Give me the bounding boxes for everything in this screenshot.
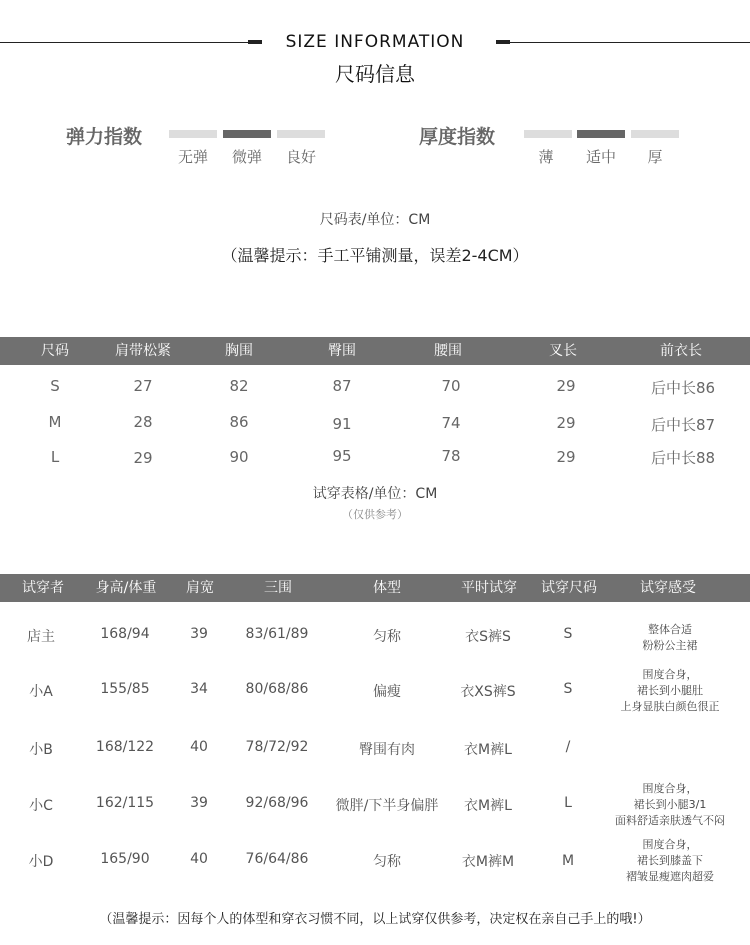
elasticity-level-0: 无弹 xyxy=(177,148,208,166)
table-cell: 80/68/86 xyxy=(245,681,309,697)
table-cell: 87 xyxy=(332,377,352,395)
table-cell: 微胖/下半身偏胖 xyxy=(335,798,439,814)
size-col-strap: 肩带松紧 xyxy=(115,343,171,359)
tryon-col-measurements: 三围 xyxy=(264,580,292,596)
table-cell: 匀称 xyxy=(373,629,401,645)
tryon-col-body-type: 体型 xyxy=(373,580,401,596)
table-cell: 29 xyxy=(556,377,576,395)
size-col-waist: 腰围 xyxy=(434,343,462,359)
feeling-line: 围度合身， xyxy=(642,782,698,795)
thickness-label: 厚度指数 xyxy=(419,126,496,148)
feeling-line: 整体合适 xyxy=(648,623,692,636)
table-cell: 29 xyxy=(556,448,576,466)
tryon-title: 试穿表格/单位：CM xyxy=(312,486,438,502)
table-cell: 34 xyxy=(190,681,208,697)
size-tip: （温馨提示：手工平铺测量，误差2-4CM） xyxy=(221,246,529,265)
table-cell: 162/115 xyxy=(95,795,155,811)
table-cell: 155/85 xyxy=(100,681,150,697)
table-cell: L xyxy=(50,448,60,466)
table-cell: 臀围有肉 xyxy=(359,742,415,758)
thickness-level-1: 适中 xyxy=(585,148,616,166)
feeling-line: 面料舒适亲肤透气不闷 xyxy=(615,814,725,827)
table-cell: L xyxy=(564,795,572,811)
table-cell: 95 xyxy=(332,447,352,465)
feeling-line: 围度合身， xyxy=(642,838,698,851)
size-unit-note: 尺码表/单位：CM xyxy=(319,212,431,228)
feeling-line: 上身显肤白颜色很正 xyxy=(620,700,720,713)
table-cell: 40 xyxy=(190,739,208,755)
size-col-fork: 叉长 xyxy=(549,343,577,359)
feeling-line: 围度合身， xyxy=(642,668,698,681)
table-cell: 165/90 xyxy=(100,851,150,867)
tryon-feeling xyxy=(643,622,698,654)
table-cell: 小D xyxy=(28,854,54,870)
tryon-col-who: 试穿者 xyxy=(22,580,64,596)
thickness-bar-0 xyxy=(524,130,572,138)
page-subtitle: 尺码信息 xyxy=(335,62,415,86)
table-cell: S xyxy=(563,681,573,697)
size-col-front-length: 前衣长 xyxy=(660,343,702,359)
elasticity-label: 弹力指数 xyxy=(66,126,143,148)
tryon-col-height-weight: 身高/体重 xyxy=(95,580,157,596)
size-col-bust: 胸围 xyxy=(225,343,253,359)
table-cell: 78/72/92 xyxy=(245,739,309,755)
table-cell: S xyxy=(563,626,573,642)
table-cell: 后中长87 xyxy=(650,416,716,434)
table-cell: 小A xyxy=(29,684,53,700)
table-cell: M xyxy=(48,413,62,431)
table-cell: 70 xyxy=(441,377,461,395)
table-cell: 91 xyxy=(332,415,352,433)
table-cell: 小C xyxy=(29,798,53,814)
table-cell: 168/94 xyxy=(100,626,150,642)
table-cell: 92/68/96 xyxy=(245,795,309,811)
table-cell: 后中长86 xyxy=(650,379,716,397)
table-cell: 83/61/89 xyxy=(245,626,309,642)
table-cell: 90 xyxy=(229,448,249,466)
table-cell: 后中长88 xyxy=(650,449,716,467)
table-cell: 衣XS裤S xyxy=(460,684,516,700)
table-cell: 29 xyxy=(133,449,153,467)
tryon-col-usual-size: 平时试穿 xyxy=(461,580,517,596)
table-cell: 店主 xyxy=(27,629,55,645)
table-cell: 衣S裤S xyxy=(465,629,511,645)
table-cell: 86 xyxy=(229,413,249,431)
size-col-hip: 臀围 xyxy=(328,343,356,359)
table-cell: 168/122 xyxy=(95,739,155,755)
elasticity-level-1: 微弹 xyxy=(231,148,262,166)
table-cell: 39 xyxy=(190,626,208,642)
table-cell: / xyxy=(565,739,571,755)
thickness-level-0: 薄 xyxy=(538,148,554,166)
table-cell: 衣M裤M xyxy=(461,854,515,870)
table-cell: 小B xyxy=(29,742,53,758)
size-table-header xyxy=(0,337,750,365)
table-cell: 76/64/86 xyxy=(245,851,309,867)
table-cell: 衣M裤L xyxy=(464,742,512,758)
elasticity-bar-0 xyxy=(169,130,217,138)
elasticity-bar-1 xyxy=(223,130,271,138)
feeling-line: 裙长到膝盖下 xyxy=(637,854,703,867)
table-cell: 82 xyxy=(229,377,249,395)
page-title: SIZE INFORMATION xyxy=(285,32,465,52)
table-cell: 衣M裤L xyxy=(464,798,512,814)
elasticity-bar-2 xyxy=(277,130,325,138)
table-cell: 78 xyxy=(441,447,461,465)
tryon-feeling xyxy=(621,667,720,715)
table-cell: 40 xyxy=(190,851,208,867)
feeling-line: 褶皱显瘦遮肉超爱 xyxy=(626,870,714,883)
table-cell: 匀称 xyxy=(373,854,401,870)
feeling-line: 裙长到小腿肚 xyxy=(637,684,703,697)
elasticity-level-2: 良好 xyxy=(285,148,316,166)
table-cell: 39 xyxy=(190,795,208,811)
table-cell: S xyxy=(50,377,60,395)
table-cell: 74 xyxy=(441,414,461,432)
table-cell: 28 xyxy=(133,413,153,431)
table-cell: M xyxy=(561,853,575,869)
thickness-bar-1 xyxy=(577,130,625,138)
thickness-bar-2 xyxy=(631,130,679,138)
footnote: （温馨提示：因每个人的体型和穿衣习惯不同，以上试穿仅供参考，决定权在亲自己手上的哦!） xyxy=(99,912,651,927)
tryon-note: （仅供参考） xyxy=(342,508,408,521)
tryon-col-feeling: 试穿感受 xyxy=(640,580,696,596)
feeling-line: 裙长到小腿3/1 xyxy=(633,798,707,811)
tryon-table-header xyxy=(0,574,750,602)
header-rule-right xyxy=(496,42,750,43)
table-cell: 27 xyxy=(133,377,153,395)
table-cell: 偏瘦 xyxy=(373,684,401,700)
size-col-size: 尺码 xyxy=(41,343,69,359)
tryon-feeling xyxy=(615,781,725,829)
tryon-feeling xyxy=(626,837,714,885)
thickness-level-2: 厚 xyxy=(647,148,663,166)
feeling-line: 粉粉公主裙 xyxy=(642,639,698,652)
tryon-col-shoulder: 肩宽 xyxy=(186,580,214,596)
tryon-col-tried-size: 试穿尺码 xyxy=(541,580,597,596)
table-cell: 29 xyxy=(556,414,576,432)
